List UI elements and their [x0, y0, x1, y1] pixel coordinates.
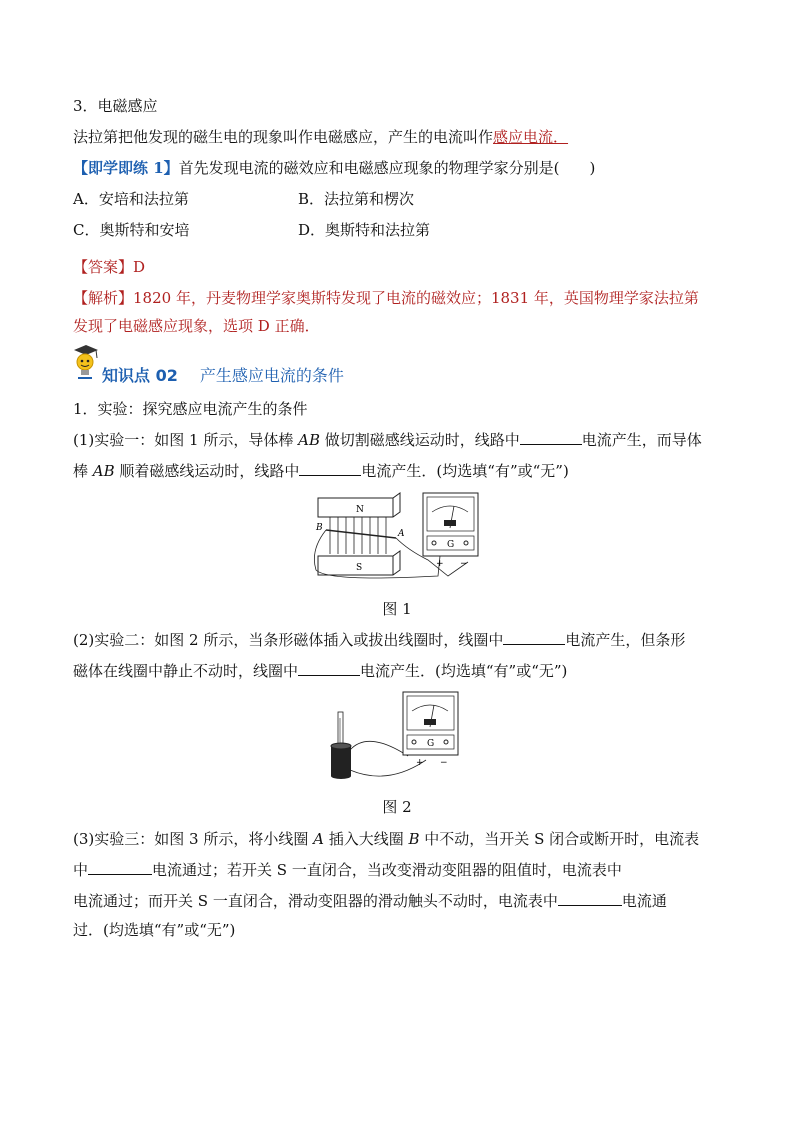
exp3-text: 电流通过；若开关 S 一直闭合，当改变滑动变阻器的阻值时，电流表中 [152, 861, 622, 879]
option-d: D．奥斯特和法拉第 [298, 221, 431, 239]
exp1-text: (1)实验一：如图 1 所示，导体棒 [73, 431, 299, 449]
exp1-line-1 [73, 429, 702, 451]
exp3-coil-a: A [313, 830, 324, 848]
exercise-label: 【即学即练 1】 [73, 159, 179, 177]
experiment-intro: 1．实验：探究感应电流产生的条件 [73, 400, 308, 418]
exp3-line-3 [73, 890, 667, 912]
exp1-text: 顺着磁感线运动时，线路中 [114, 462, 300, 480]
exp3-line-2 [73, 859, 622, 881]
fig2-label-plus: + [416, 758, 424, 768]
analysis-text-1: 1820 年，丹麦物理学家奥斯特发现了电流的磁效应；1831 年，英国物理学家法拉第 [133, 289, 699, 307]
fig2-label-minus: − [440, 758, 448, 768]
exp1-ab: AB [92, 462, 115, 480]
exp3-coil-b: B [408, 830, 420, 848]
answer-value: D [133, 258, 146, 276]
fig1-label-minus: − [460, 559, 468, 569]
fig1-label-s: S [356, 563, 363, 573]
exp3-text: 电流通 [621, 892, 667, 910]
fig1-label-a: A [398, 529, 405, 539]
exercise-question-text: 首先发现电流的磁效应和电磁感应现象的物理学家分别是( ) [178, 159, 596, 177]
definition-line [73, 126, 568, 148]
answer-line [73, 256, 145, 278]
exp2-text: (2)实验二：如图 2 所示，当条形磁体插入或拔出线圈时，线圈中 [73, 631, 504, 649]
exp1-line-2 [73, 460, 569, 482]
fig1-label-b: B [316, 523, 323, 533]
analysis-line-1 [73, 287, 699, 309]
analysis-line-2: 发现了电磁感应现象，选项 D 正确． [73, 317, 320, 335]
exp3-text: 中 [73, 861, 89, 879]
knowledge-point-title: 产生感应电流的条件 [199, 366, 344, 385]
exp3-line-4: 过．(均选填“有”或“无”) [73, 921, 236, 939]
figure-2-caption: 图 2 [382, 798, 412, 816]
analysis-label: 【解析】 [73, 289, 134, 307]
exp2-text: 电流产生，但条形 [565, 631, 686, 649]
lightbulb-mascot-icon [70, 344, 102, 380]
exp2-text: 磁体在线圈中静止不动时，线圈中 [73, 662, 299, 680]
exp2-text: 电流产生．(均选填“有”或“无”) [360, 662, 568, 680]
knowledge-point-header [102, 363, 344, 386]
option-c: C．奥斯特和安培 [73, 221, 190, 239]
exp2-line-1 [73, 629, 685, 651]
figure-1-caption: 图 1 [382, 600, 412, 618]
section-heading: 3．电磁感应 [73, 97, 158, 115]
exp1-text: 电流产生．(均选填“有”或“无”) [361, 462, 569, 480]
answer-label: 【答案】 [73, 258, 134, 276]
exp3-text: 插入大线圈 [323, 830, 409, 848]
exp3-line-1 [73, 828, 699, 850]
answer-blank[interactable] [298, 661, 360, 676]
exp1-ab: AB [298, 431, 320, 449]
option-a: A．安培和法拉第 [73, 190, 189, 208]
fig1-label-plus: + [436, 559, 444, 569]
exp3-text: 中不动，当开关 S 闭合或断开时，电流表 [419, 830, 700, 848]
answer-blank[interactable] [299, 461, 361, 476]
exp1-text: 电流产生，而导体 [581, 431, 702, 449]
answer-blank[interactable] [503, 630, 565, 645]
knowledge-point-number: 知识点 02 [102, 366, 178, 385]
exp1-text: 棒 [73, 462, 93, 480]
exp2-line-2 [73, 660, 567, 682]
fig1-label-g: G [447, 540, 455, 550]
exp1-text: 做切割磁感线运动时，线路中 [319, 431, 520, 449]
answer-blank[interactable] [558, 891, 622, 906]
option-b: B．法拉第和楞次 [298, 190, 415, 208]
fig2-label-g: G [427, 739, 435, 749]
figure-2-diagram [328, 690, 468, 786]
exercise-question [73, 157, 595, 179]
figure-1-diagram [308, 490, 488, 580]
definition-term: 感应电流． [493, 128, 569, 146]
exp3-text: 电流通过；而开关 S 一直闭合，滑动变阻器的滑动触头不动时，电流表中 [73, 892, 558, 910]
exp3-text: (3)实验三：如图 3 所示，将小线圈 [73, 830, 314, 848]
fig1-label-n: N [356, 505, 364, 515]
answer-blank[interactable] [520, 430, 582, 445]
definition-text: 法拉第把他发现的磁生电的现象叫作电磁感应，产生的电流叫作 [73, 128, 494, 146]
answer-blank[interactable] [88, 860, 152, 875]
